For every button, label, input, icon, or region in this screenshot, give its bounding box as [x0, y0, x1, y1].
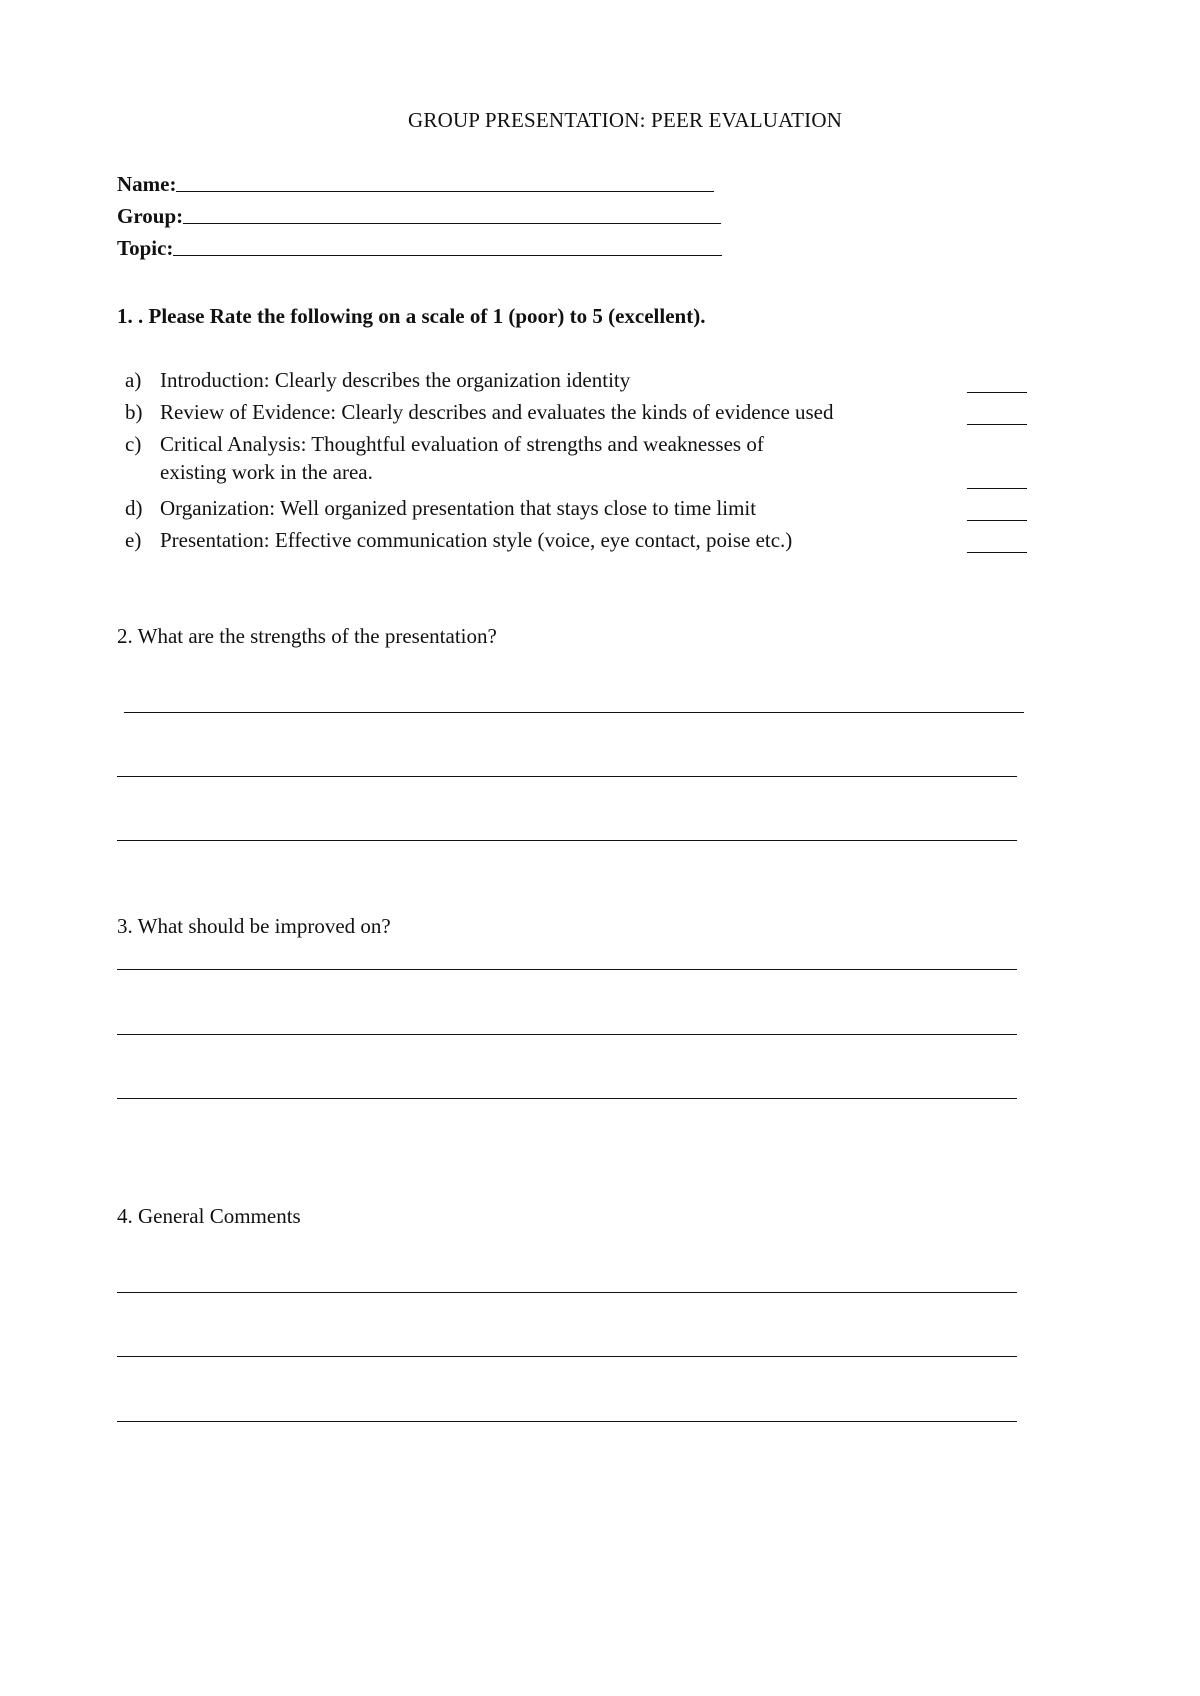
improvements-answer-line[interactable]: [117, 1034, 1017, 1035]
rating-score-blank-a[interactable]: [967, 392, 1027, 393]
rating-item-text: Organization: Well organized presentation that stays close to time limit: [160, 496, 757, 520]
rating-score-blank-b[interactable]: [967, 424, 1027, 425]
comments-answer-line[interactable]: [117, 1421, 1017, 1422]
topic-label: Topic:: [117, 236, 174, 260]
rating-score-blank-c[interactable]: [967, 488, 1027, 489]
form-title: GROUP PRESENTATION: PEER EVALUATION: [408, 108, 843, 132]
rating-item-text-line1: Critical Analysis: Thoughtful evaluation of strengths and weaknesses of: [160, 432, 764, 456]
rating-item-text-line2: existing work in the area.: [160, 460, 373, 484]
comments-answer-line[interactable]: [117, 1292, 1017, 1293]
strengths-answer-line[interactable]: [117, 776, 1017, 777]
rating-score-blank-d[interactable]: [967, 520, 1027, 521]
improvements-answer-line[interactable]: [117, 969, 1017, 970]
rating-score-blank-e[interactable]: [967, 552, 1027, 553]
rating-instructions: 1. . Please Rate the following on a scale of 1 (poor) to 5 (excellent).: [117, 304, 706, 328]
rating-item-text: Review of Evidence: Clearly describes and evaluates the kinds of evidence used: [160, 400, 834, 424]
group-label: Group:: [117, 204, 184, 228]
rating-item-letter: c): [125, 432, 142, 456]
improvements-answer-line[interactable]: [117, 1098, 1017, 1099]
improvements-question: 3. What should be improved on?: [117, 914, 391, 938]
topic-blank-line[interactable]: [173, 255, 722, 256]
rating-item-text: Presentation: Effective communication style (voice, eye contact, poise etc.): [160, 528, 793, 552]
comments-answer-line[interactable]: [117, 1356, 1017, 1357]
name-label: Name:: [117, 172, 177, 196]
general-comments-question: 4. General Comments: [117, 1204, 301, 1228]
name-field[interactable]: [117, 172, 714, 197]
name-blank-line[interactable]: [176, 191, 714, 192]
rating-item-letter: e): [125, 528, 142, 552]
rating-item-letter: b): [125, 400, 143, 424]
strengths-answer-line[interactable]: [117, 840, 1017, 841]
strengths-answer-line[interactable]: [124, 712, 1024, 713]
group-field[interactable]: [117, 204, 721, 229]
rating-item-letter: a): [125, 368, 142, 392]
rating-item-letter: d): [125, 496, 143, 520]
rating-item-text: Introduction: Clearly describes the organization identity: [160, 368, 631, 392]
group-blank-line[interactable]: [183, 223, 721, 224]
topic-field[interactable]: [117, 236, 722, 261]
strengths-question: 2. What are the strengths of the presentation?: [117, 624, 497, 648]
